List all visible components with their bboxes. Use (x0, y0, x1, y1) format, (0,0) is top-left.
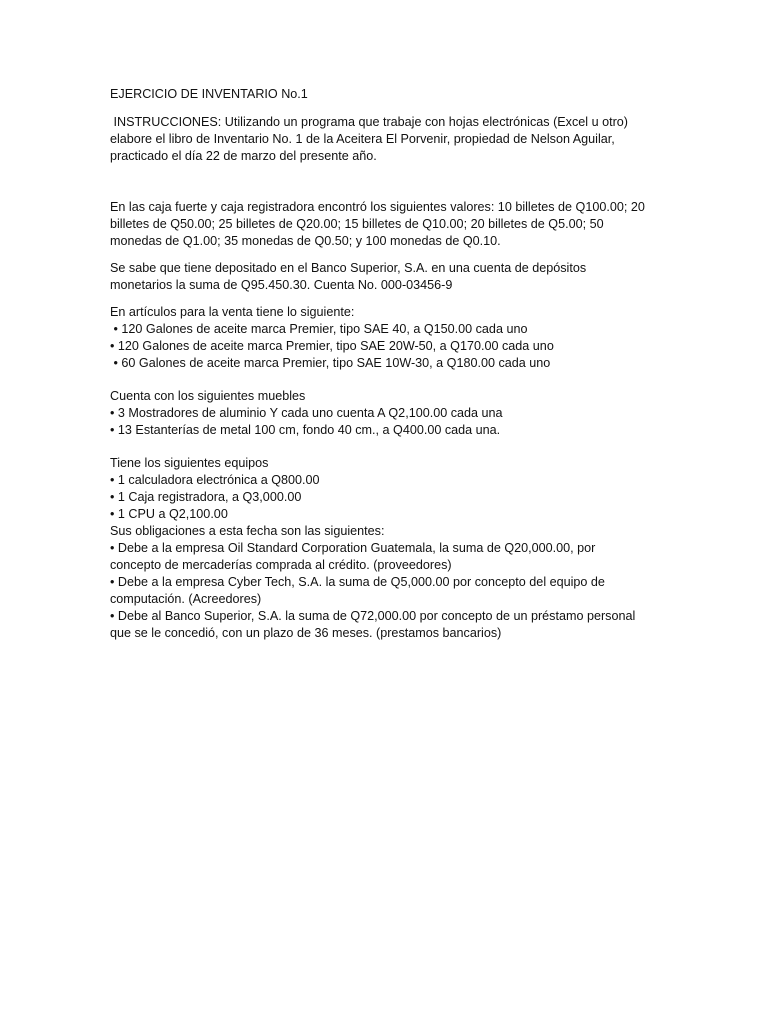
equipment-item: • 1 calculadora electrónica a Q800.00 (110, 473, 320, 487)
cash-line: monedas de Q1.00; 35 monedas de Q0.50; y 100 monedas de Q0.10. (110, 234, 501, 248)
articles-section (110, 304, 650, 372)
furniture-heading: Cuenta con los siguientes muebles (110, 389, 306, 403)
bank-line: Se sabe que tiene depositado en el Banco Superior, S.A. en una cuenta de depósitos (110, 261, 587, 275)
obligation-line: computación. (Acreedores) (110, 592, 262, 606)
obligations-section (110, 523, 650, 642)
bank-deposit-paragraph (110, 260, 650, 294)
obligation-line: • Debe a la empresa Cyber Tech, S.A. la suma de Q5,000.00 por concepto del equipo de (110, 575, 605, 589)
bank-line: monetarios la suma de Q95.450.30. Cuenta No. 000-03456-9 (110, 278, 453, 292)
article-item: • 120 Galones de aceite marca Premier, tipo SAE 40, a Q150.00 cada uno (110, 322, 528, 336)
obligation-line: • Debe a la empresa Oil Standard Corporation Guatemala, la suma de Q20,000.00, por (110, 541, 596, 555)
articles-heading: En artículos para la venta tiene lo siguiente: (110, 305, 355, 319)
cash-paragraph (110, 199, 650, 250)
furniture-item: • 13 Estanterías de metal 100 cm, fondo 40 cm., a Q400.00 cada una. (110, 423, 501, 437)
equipment-item: • 1 CPU a Q2,100.00 (110, 507, 228, 521)
article-item: • 120 Galones de aceite marca Premier, tipo SAE 20W-50, a Q170.00 cada uno (110, 339, 554, 353)
instructions-line: practicado el día 22 de marzo del presente año. (110, 149, 377, 163)
document-page (110, 86, 650, 642)
obligation-item (110, 608, 650, 642)
obligation-item (110, 574, 650, 608)
obligations-heading: Sus obligaciones a esta fecha son las siguientes: (110, 524, 385, 538)
obligation-line: concepto de mercaderías comprada al crédito. (proveedores) (110, 558, 452, 572)
furniture-item: • 3 Mostradores de aluminio Y cada uno cuenta A Q2,100.00 cada una (110, 406, 503, 420)
cash-line: billetes de Q50.00; 25 billetes de Q20.00; 15 billetes de Q10.00; 20 billetes de Q5.00; 50 (110, 217, 604, 231)
article-item: • 60 Galones de aceite marca Premier, tipo SAE 10W-30, a Q180.00 cada uno (110, 356, 551, 370)
equipment-heading: Tiene los siguientes equipos (110, 456, 269, 470)
instructions-line: INSTRUCCIONES: Utilizando un programa que trabaje con hojas electrónicas (Excel u otro) (110, 115, 628, 129)
instructions-line: elabore el libro de Inventario No. 1 de la Aceitera El Porvenir, propiedad de Nelson Aguilar, (110, 132, 615, 146)
instructions-paragraph (110, 114, 650, 165)
obligation-item (110, 540, 650, 574)
furniture-section (110, 388, 650, 439)
cash-line: En las caja fuerte y caja registradora encontró los siguientes valores: 10 billetes de Q100.00; 20 (110, 200, 645, 214)
equipment-section (110, 455, 650, 523)
obligation-line: que se le concedió, con un plazo de 36 meses. (prestamos bancarios) (110, 626, 502, 640)
exercise-title: EJERCICIO DE INVENTARIO No.1 (110, 87, 308, 101)
equipment-item: • 1 Caja registradora, a Q3,000.00 (110, 490, 302, 504)
obligation-line: • Debe al Banco Superior, S.A. la suma de Q72,000.00 por concepto de un préstamo personal (110, 609, 636, 623)
